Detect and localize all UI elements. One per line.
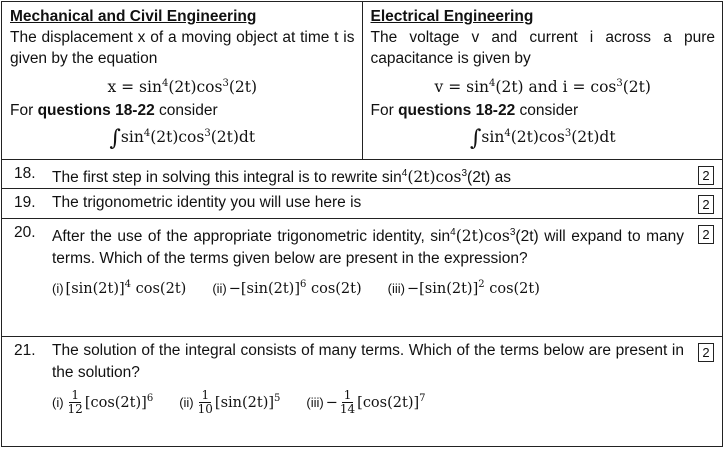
context-table — [2, 2, 722, 160]
question-number: 18. — [14, 165, 36, 182]
question-18 — [2, 160, 722, 188]
electrical-title: Electrical Engineering — [370, 8, 534, 25]
fraction: $\frac{1}{12}$ — [67, 388, 83, 417]
question-number: 20. — [14, 224, 36, 241]
question-number: 19. — [14, 194, 36, 211]
mech-civil-title: Mechanical and Civil Engineering — [10, 8, 257, 25]
marks-box: 2 — [698, 166, 714, 185]
answer-options — [52, 388, 684, 416]
fraction: $\frac{1}{14}$ — [339, 388, 356, 417]
question-number: 21. — [14, 342, 36, 359]
fraction: $\frac{1}{10}$ — [197, 388, 213, 417]
answer-options — [52, 274, 684, 300]
electrical-column — [362, 2, 723, 159]
marks-box: 2 — [698, 343, 714, 362]
option-iii: (iii) − $\frac{1}{14}$ $[\cos(2t)]^7$ — [306, 388, 426, 417]
integral-expression: $\int\sin^4(2t)\cos^3(2t)dt$ — [469, 126, 616, 152]
consider-line: For questions 18-22 consider — [10, 102, 218, 120]
question-19 — [2, 188, 722, 218]
displacement-equation: $x = \sin^4(2t)\cos^3(2t)$ — [107, 78, 258, 97]
option-i: (i) $[\sin(2t)]^4$ cos(2t) — [52, 279, 187, 297]
question-text: The solution of the integral consists of many terms. Which of the terms below are present in the solution? — [52, 342, 684, 381]
voltage-current-equation: $v = \sin^4(2t)$ and $i = \cos^3(2t)$ — [434, 78, 651, 97]
worksheet — [1, 1, 723, 447]
option-iii: $(iii) -[\sin(2t)]^2$ cos(2t) — [387, 279, 540, 297]
mech-civil-description: The displacement x of a moving object at time t is given by the equation — [10, 29, 355, 67]
question-text: After the use of the appropriate trigonometric identity, $\sin^4(2t)\cos^3(2t)$ will expand to many terms. Which of the terms given below are present in the expression? — [52, 227, 685, 268]
option-i: (i) $\frac{1}{12}$ $[\cos(2t)]^6$ — [52, 388, 154, 417]
question-20 — [2, 218, 722, 336]
question-text: The trigonometric identity you will use here is — [52, 194, 362, 211]
question-21 — [2, 336, 722, 448]
marks-box: 2 — [698, 225, 714, 244]
integral-sign-icon: ∫ — [109, 126, 121, 152]
option-ii: (ii) $\frac{1}{10}$ $[\sin(2t)]^5$ — [179, 388, 281, 417]
electrical-description: The voltage v and current i across a pure capacitance is given by — [370, 29, 715, 67]
option-ii: $(ii) -[\sin(2t)]^6$ cos(2t) — [212, 279, 362, 297]
integral-expression: $\int\sin^4(2t)\cos^3(2t)dt$ — [109, 126, 256, 152]
question-text: The first step in solving this integral is to rewrite $\sin^4(2t)\cos^3(2t)$ as — [52, 168, 511, 187]
mech-civil-column — [2, 2, 362, 159]
marks-box: 2 — [698, 195, 714, 214]
consider-line: For questions 18-22 consider — [370, 102, 579, 120]
integral-sign-icon: ∫ — [469, 126, 482, 152]
